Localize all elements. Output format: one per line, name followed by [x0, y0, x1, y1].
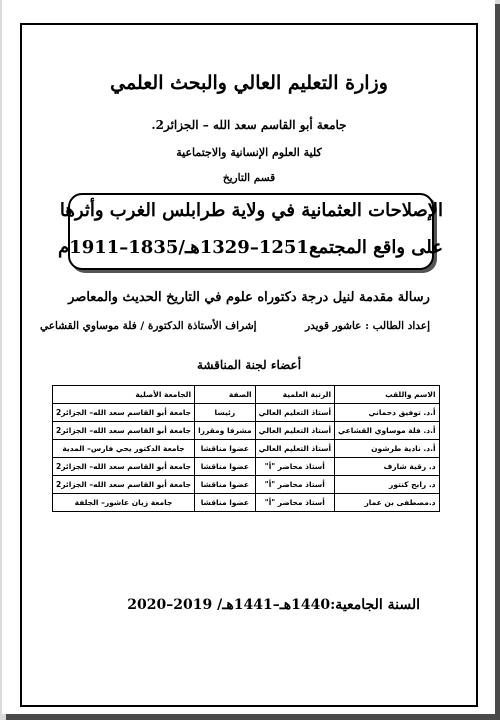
jury-member-role: عضوا مناقشا: [195, 494, 256, 512]
department-name: قسم التاريخ: [222, 172, 276, 184]
jury-member-rank: أستاذ التعليم العالي: [255, 422, 334, 440]
academic-year: السنة الجامعية:1440هـ–1441هـ/ 2019–2020: [127, 597, 420, 613]
jury-member-name: د. رقية شارف: [335, 458, 440, 476]
jury-header-university: الجامعة الأصلية: [53, 386, 195, 404]
supervisor-name: إشراف الأستاذة الدكتورة / فلة موساوي القشاعي: [40, 320, 257, 332]
table-row: [53, 404, 440, 422]
jury-member-name: د.مصطفى بن عمار: [335, 494, 440, 512]
jury-member-university: جامعة أبو القاسم سعد الله– الجزائر2: [53, 476, 195, 494]
jury-member-role: مشرفا ومقررا: [195, 422, 256, 440]
jury-member-name: أ.د. فلة موساوي القشاعي: [335, 422, 440, 440]
jury-header-row: [53, 386, 440, 404]
jury-member-role: عضوا مناقشا: [195, 476, 256, 494]
faculty-name: كلية العلوم الإنسانية والاجتماعية: [176, 146, 322, 159]
table-row: [53, 422, 440, 440]
table-row: [53, 494, 440, 512]
jury-member-role: عضوا مناقشا: [195, 458, 256, 476]
jury-member-role: عضوا مناقشا: [195, 440, 256, 458]
page-shadow-bottom: [6, 714, 500, 720]
jury-member-name: أ.د. توفيق دحماني: [335, 404, 440, 422]
thesis-title-line1: الإصلاحات العثمانية في ولاية طرابلس الغرب وأثرها: [59, 200, 443, 221]
jury-member-rank: أستاذ محاضر "أ": [255, 476, 334, 494]
jury-member-name: أ.د. نادية طرشون: [335, 440, 440, 458]
jury-member-university: جامعة زيان عاشور– الجلفة: [53, 494, 195, 512]
thesis-subtitle: رسالة مقدمة لنيل درجة دكتوراه علوم في التاريخ الحديث والمعاصر: [68, 290, 430, 305]
jury-member-name: د. رابح كنتور: [335, 476, 440, 494]
ministry-heading: وزارة التعليم العالي والبحث العلمي: [110, 72, 388, 94]
jury-header-rank: الرتبة العلمية: [255, 386, 334, 404]
university-name: جامعة أبو القاسم سعد الله – الجزائر2.: [151, 118, 347, 132]
jury-header-name: الاسم واللقب: [335, 386, 440, 404]
jury-header-role: الصفة: [195, 386, 256, 404]
table-row: [53, 476, 440, 494]
committee-heading: أعضاء لجنة المناقشة: [196, 358, 302, 372]
jury-member-rank: أستاذ محاضر "أ": [255, 458, 334, 476]
jury-member-role: رئيسا: [195, 404, 256, 422]
jury-member-rank: أستاذ التعليم العالي: [255, 440, 334, 458]
table-row: [53, 458, 440, 476]
jury-member-rank: أستاذ محاضر "أ": [255, 494, 334, 512]
jury-member-university: جامعة أبو القاسم سعد الله– الجزائر2: [53, 422, 195, 440]
jury-member-university: جامعة أبو القاسم سعد الله– الجزائر2: [53, 458, 195, 476]
jury-member-university: جامعة أبو القاسم سعد الله– الجزائر2: [53, 404, 195, 422]
table-row: [53, 440, 440, 458]
jury-member-rank: أستاذ التعليم العالي: [255, 404, 334, 422]
student-name: إعداد الطالب : عاشور قويدر: [305, 320, 430, 332]
thesis-title-line2: على واقع المجتمع1251–1329هـ/1835–1911م: [58, 237, 443, 258]
jury-member-university: جامعة الدكتور يحي فارس– المدية: [53, 440, 195, 458]
page-shadow-right: [495, 4, 500, 716]
jury-table: [52, 385, 440, 512]
